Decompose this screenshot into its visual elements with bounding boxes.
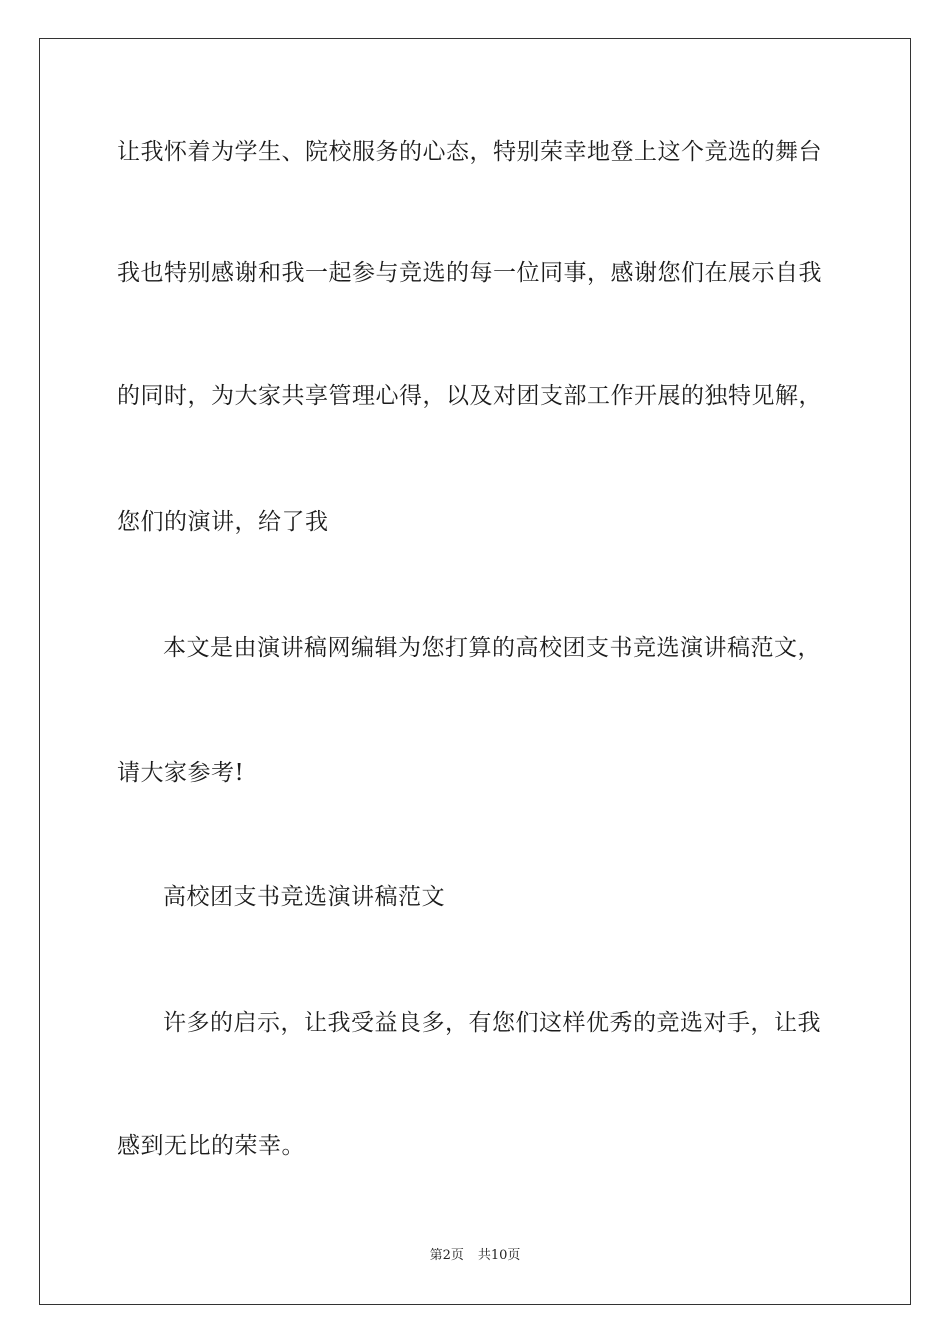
body-line-9: 感到无比的荣幸。: [117, 1133, 305, 1159]
body-line-5: 本文是由演讲稿网编辑为您打算的高校团支书竞选演讲稿范文，: [163, 635, 821, 661]
body-line-4: 您们的演讲，给了我: [117, 509, 329, 535]
page-footer: [0, 1247, 950, 1265]
page-total: 共10页: [477, 1248, 521, 1263]
body-line-8: 许多的启示，让我受益良多，有您们这样优秀的竞选对手，让我: [163, 1010, 821, 1036]
body-line-6: 请大家参考!: [117, 760, 245, 786]
body-line-1: 让我怀着为学生、院校服务的心态，特别荣幸地登上这个竞选的舞台: [117, 139, 822, 165]
section-heading: 高校团支书竞选演讲稿范文: [163, 884, 445, 910]
page-number: 第2页: [429, 1248, 464, 1263]
body-line-2: 我也特别感谢和我一起参与竞选的每一位同事，感谢您们在展示自我: [117, 260, 822, 286]
page-border: [39, 38, 911, 1305]
body-line-3: 的同时，为大家共享管理心得，以及对团支部工作开展的独特见解，: [117, 383, 822, 409]
